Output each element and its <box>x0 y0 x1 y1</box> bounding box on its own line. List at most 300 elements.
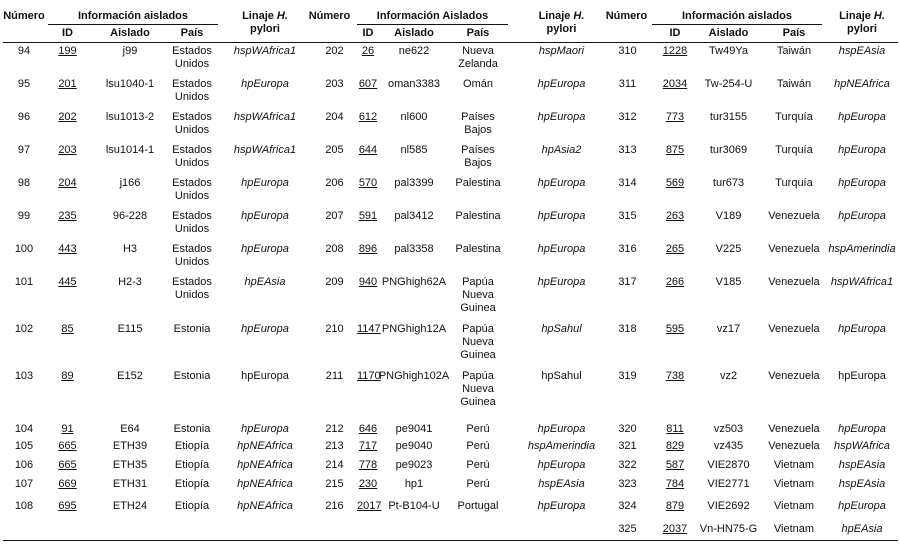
lineage: hspAmerindia <box>828 243 896 255</box>
isolate-name: 96-228 <box>112 210 148 222</box>
row-number: 106 <box>14 459 34 471</box>
isolate-name: ETH35 <box>112 459 148 471</box>
isolate-name: j166 <box>119 177 141 189</box>
isolate-id-link[interactable]: 85 <box>61 323 74 335</box>
isolate-name: Tw49Ya <box>709 45 748 57</box>
country <box>166 276 218 302</box>
country <box>166 111 218 137</box>
lineage: hpEuropa <box>241 423 289 435</box>
country <box>756 111 832 124</box>
isolate-id-link[interactable]: 263 <box>665 210 685 222</box>
isolate-name: VIE2870 <box>707 459 750 471</box>
country <box>166 45 218 71</box>
country-line: Papúa <box>462 370 494 382</box>
isolate-name: VIE2692 <box>707 500 750 512</box>
row-number: 97 <box>17 144 31 156</box>
lineage: hpSahul <box>541 323 582 335</box>
country <box>166 323 218 336</box>
isolate-name: Pt-B104-U <box>388 500 440 512</box>
isolate-id-link[interactable]: 644 <box>358 144 378 156</box>
row-number: 213 <box>325 440 344 452</box>
isolate-id-link[interactable]: 717 <box>358 440 378 452</box>
subheader-pais: País <box>466 27 490 39</box>
row-number: 211 <box>325 370 344 382</box>
country-line: Palestina <box>455 177 501 189</box>
country <box>448 243 508 256</box>
isolate-id-link[interactable]: 778 <box>358 459 378 471</box>
isolate-name: V225 <box>715 243 742 255</box>
country <box>756 523 832 536</box>
linaje-header <box>510 10 613 36</box>
row-number: 215 <box>325 478 344 490</box>
country <box>166 370 218 383</box>
country-line: Vietnam <box>773 459 815 471</box>
lineage: hpEuropa <box>537 276 586 288</box>
country <box>448 440 508 453</box>
isolate-id-link[interactable]: 201 <box>58 78 77 90</box>
country <box>448 210 508 223</box>
isolate-name: pe9040 <box>395 440 433 452</box>
lineage: hspEAsia <box>838 478 886 490</box>
header-bottom-rule <box>3 42 898 43</box>
country <box>166 78 218 104</box>
lineage: hspEAsia <box>538 478 585 490</box>
isolate-name: ne622 <box>398 45 430 57</box>
isolate-id-link[interactable]: 595 <box>665 323 685 335</box>
lineage: hpEuropa <box>537 177 586 189</box>
country-line: Taiwán <box>776 78 812 90</box>
country-line: Etiopía <box>174 440 210 452</box>
lineage: hpNEAfrica <box>237 440 293 452</box>
lineage: hspAmerindia <box>527 440 596 452</box>
table-bottom-rule <box>3 540 898 541</box>
country-line: Estados <box>172 276 212 288</box>
row-number: 320 <box>618 423 637 435</box>
country <box>448 478 508 491</box>
isolate-name: ETH31 <box>112 478 148 490</box>
country <box>448 111 508 137</box>
country-line: Venezuela <box>768 370 820 382</box>
country-line: Palestina <box>455 243 501 255</box>
numero-header: Número <box>3 10 45 22</box>
country-line: Turquía <box>775 111 813 123</box>
isolate-name: pe9023 <box>395 459 433 471</box>
country-line: Venezuela <box>768 276 820 288</box>
country-line: Estonia <box>173 370 211 382</box>
lineage: hpNEAfrica <box>237 500 293 512</box>
isolate-id-link[interactable]: 265 <box>665 243 685 255</box>
lineage: hpEuropa <box>537 111 586 123</box>
isolate-name: tur673 <box>712 177 745 189</box>
row-number: 207 <box>325 210 344 222</box>
isolate-name: j99 <box>122 45 138 57</box>
isolate-id-link[interactable]: 91 <box>61 423 74 435</box>
linaje-header <box>826 10 898 36</box>
row-number: 104 <box>14 423 34 435</box>
country-line: Nueva <box>462 336 494 348</box>
row-number: 204 <box>325 111 344 123</box>
isolate-name: tur3155 <box>709 111 748 123</box>
country-line: Perú <box>466 459 490 471</box>
isolate-id-link[interactable]: 669 <box>58 478 77 490</box>
row-number: 103 <box>14 370 34 382</box>
row-number: 216 <box>325 500 344 512</box>
isolate-id-link[interactable]: 940 <box>358 276 378 288</box>
isolate-id-link[interactable]: 875 <box>665 144 685 156</box>
isolate-id-link[interactable]: 2017 <box>357 500 382 512</box>
country-line: Perú <box>466 423 490 435</box>
row-number: 209 <box>325 276 344 288</box>
subheader-id: ID <box>669 27 681 39</box>
isolate-id-link[interactable]: 811 <box>666 423 684 435</box>
lineage: hpEuropa <box>838 144 886 156</box>
country <box>166 440 218 453</box>
country-line: Venezuela <box>768 423 820 435</box>
isolate-id-link[interactable]: 1228 <box>662 45 688 57</box>
isolate-name: ETH39 <box>112 440 148 452</box>
isolate-id-link[interactable]: 26 <box>361 45 375 57</box>
lineage: hpEuropa <box>838 177 886 189</box>
isolate-id-link[interactable]: 1170 <box>357 370 381 382</box>
subheader-ais: Aislado <box>708 27 749 39</box>
lineage: hspWAfrica1 <box>233 144 297 156</box>
country <box>166 459 218 472</box>
isolate-id-link[interactable]: 612 <box>358 111 378 123</box>
country <box>756 423 832 436</box>
country-line: Perú <box>466 478 490 490</box>
lineage: hpEuropa <box>838 323 886 335</box>
isolate-id-link[interactable]: 695 <box>58 500 77 512</box>
country-line: Turquía <box>775 144 813 156</box>
country <box>756 370 832 383</box>
isolate-id-link[interactable]: 1147 <box>357 323 381 335</box>
row-number: 324 <box>618 500 637 512</box>
isolate-name: hp1 <box>404 478 424 490</box>
isolate-id-link[interactable]: 570 <box>358 177 378 189</box>
isolate-name: pal3412 <box>394 210 434 222</box>
isolate-id-link[interactable]: 266 <box>665 276 685 288</box>
country <box>166 500 218 513</box>
lineage: hspEAsia <box>838 459 886 471</box>
country <box>448 423 508 436</box>
group-underline <box>357 24 508 25</box>
lineage: hpEuropa <box>838 423 886 435</box>
row-number: 315 <box>618 210 637 222</box>
isolate-name: H2-3 <box>118 276 142 288</box>
row-number: 99 <box>17 210 31 222</box>
lineage: hpNEAfrica <box>237 478 293 490</box>
numero-header: Número <box>605 10 648 22</box>
lineage: hpNEAfrica <box>834 78 890 90</box>
isolate-name: vz2 <box>719 370 738 382</box>
row-number: 325 <box>618 523 637 535</box>
country <box>166 243 218 269</box>
isolate-id-link[interactable]: 199 <box>58 45 77 57</box>
row-number: 100 <box>14 243 34 255</box>
isolate-name: vz17 <box>716 323 741 335</box>
country-line: Palestina <box>455 210 501 222</box>
info-group-header: Información Aislados <box>376 10 489 22</box>
isolate-name: E64 <box>120 423 140 435</box>
linaje-genus: H. <box>276 10 288 22</box>
lineage: hpEuropa <box>241 370 289 382</box>
isolate-name: vz435 <box>713 440 744 452</box>
isolate-name: H3 <box>122 243 138 255</box>
country-line: Estados <box>172 144 212 156</box>
isolate-name: Tw-254-U <box>704 78 753 90</box>
subheader-id: ID <box>62 27 73 39</box>
lineage: hspWAfrica <box>833 440 891 452</box>
country-line: Unidos <box>174 256 210 268</box>
country-line: Unidos <box>174 124 210 136</box>
row-number: 205 <box>325 144 344 156</box>
isolate-name: nl600 <box>400 111 428 123</box>
isolate-id-link[interactable]: 665 <box>58 440 77 452</box>
isolate-name: oman3383 <box>388 78 440 90</box>
lineage: hpEuropa <box>537 500 586 512</box>
row-number: 95 <box>17 78 31 90</box>
lineage: hpEuropa <box>241 78 289 90</box>
country-line: Unidos <box>174 157 210 169</box>
lineage: hspWAfrica1 <box>830 276 894 288</box>
lineage: hpSahul <box>541 370 582 382</box>
isolate-name: tur3069 <box>709 144 748 156</box>
isolate-id-link[interactable]: 445 <box>58 276 77 288</box>
country-line: Papúa <box>462 323 494 335</box>
row-number: 202 <box>325 45 344 57</box>
country <box>448 276 508 315</box>
country-line: Estados <box>172 45 212 57</box>
country-line: Portugal <box>457 500 499 512</box>
subheader-id: ID <box>362 27 374 39</box>
country <box>448 500 508 513</box>
country <box>448 459 508 472</box>
isolate-id-link[interactable]: 230 <box>358 478 378 490</box>
country <box>756 177 832 190</box>
country-line: Vietnam <box>773 478 815 490</box>
isolate-name: PNGhigh12A <box>381 323 447 335</box>
linaje-genus: H. <box>873 10 885 22</box>
country-line: Zelanda <box>458 58 498 70</box>
lineage: hpEuropa <box>838 111 886 123</box>
lineage: hpEuropa <box>838 210 886 222</box>
row-number: 212 <box>325 423 344 435</box>
country-line: Estonia <box>173 423 211 435</box>
country-line: Perú <box>466 440 490 452</box>
country-line: Guinea <box>460 302 496 314</box>
linaje-label: Linaje <box>839 10 874 22</box>
isolate-id-link[interactable]: 569 <box>665 177 685 189</box>
isolate-id-link[interactable]: 2037 <box>662 523 688 535</box>
row-number: 96 <box>17 111 31 123</box>
row-number: 318 <box>618 323 637 335</box>
country-line: Venezuela <box>768 243 820 255</box>
country-line: Países <box>461 111 495 123</box>
row-number: 108 <box>14 500 34 512</box>
isolate-name: V185 <box>715 276 742 288</box>
isolate-id-link[interactable]: 89 <box>61 370 74 382</box>
isolate-id-link[interactable]: 665 <box>58 459 77 471</box>
info-group-header: Información aislados <box>77 10 189 22</box>
isolate-id-link[interactable]: 235 <box>58 210 77 222</box>
isolate-name: pal3399 <box>394 177 434 189</box>
lineage: hspEAsia <box>838 45 886 57</box>
row-number: 316 <box>618 243 637 255</box>
row-number: 203 <box>325 78 344 90</box>
isolate-id-link[interactable]: 646 <box>358 423 378 435</box>
row-number: 313 <box>618 144 637 156</box>
linaje-species: pylori <box>546 23 577 35</box>
isolate-name: lsu1013-2 <box>105 111 155 123</box>
lineage: hpEuropa <box>537 459 586 471</box>
lineage: hspMaori <box>538 45 585 57</box>
row-number: 101 <box>14 276 34 288</box>
isolate-name: lsu1014-1 <box>105 144 155 156</box>
country <box>166 210 218 236</box>
lineage: hpEAsia <box>244 276 286 288</box>
isolate-id-link[interactable]: 879 <box>665 500 685 512</box>
country <box>448 144 508 170</box>
country <box>448 370 508 409</box>
group-underline <box>652 24 822 25</box>
isolate-id-link[interactable]: 829 <box>665 440 685 452</box>
country <box>166 478 218 491</box>
country-line: Etiopía <box>174 478 210 490</box>
row-number: 105 <box>14 440 34 452</box>
country <box>756 144 832 157</box>
country <box>448 177 508 190</box>
country <box>756 440 832 453</box>
country-line: Omán <box>463 78 493 90</box>
isolate-id-link[interactable]: 202 <box>58 111 77 123</box>
row-number: 94 <box>17 45 31 57</box>
country-line: Turquía <box>775 177 813 189</box>
country-line: Estados <box>172 177 212 189</box>
linaje-species: pylori <box>250 23 280 35</box>
linaje-label: Linaje <box>538 10 574 22</box>
row-number: 210 <box>325 323 344 335</box>
row-number: 208 <box>325 243 344 255</box>
isolate-id-link[interactable]: 738 <box>665 370 685 382</box>
lineage: hpEuropa <box>241 210 289 222</box>
lineage: hpEuropa <box>838 500 886 512</box>
isolate-id-link[interactable]: 2034 <box>662 78 688 90</box>
isolate-id-link[interactable]: 203 <box>58 144 77 156</box>
row-number: 323 <box>618 478 637 490</box>
isolate-id-link[interactable]: 204 <box>58 177 77 189</box>
country <box>756 500 832 513</box>
isolate-name: pe9041 <box>395 423 433 435</box>
country-line: Unidos <box>174 223 210 235</box>
isolate-id-link[interactable]: 591 <box>358 210 378 222</box>
country-line: Vietnam <box>773 523 815 535</box>
lineage: hpAsia2 <box>541 144 582 156</box>
lineage: hpNEAfrica <box>237 459 293 471</box>
isolate-name: VIE2771 <box>707 478 750 490</box>
country <box>756 478 832 491</box>
country-line: Bajos <box>464 124 492 136</box>
lineage: hpEuropa <box>537 210 586 222</box>
isolate-id-link[interactable]: 784 <box>665 478 685 490</box>
row-number: 102 <box>14 323 34 335</box>
country <box>756 210 832 223</box>
country <box>448 78 508 91</box>
country-line: Estados <box>172 111 212 123</box>
row-number: 206 <box>325 177 344 189</box>
lineage: hspWAfrica1 <box>233 45 297 57</box>
country-line: Estonia <box>173 323 211 335</box>
country-line: Venezuela <box>768 440 820 452</box>
isolate-id-link[interactable]: 443 <box>58 243 77 255</box>
isolate-id-link[interactable]: 896 <box>358 243 378 255</box>
subheader-ais: Aislado <box>394 27 434 39</box>
isolate-name: Vn-HN75-G <box>699 523 758 535</box>
country <box>756 276 832 289</box>
lineage: hspWAfrica1 <box>233 111 297 123</box>
isolate-id-link[interactable]: 773 <box>665 111 685 123</box>
country-line: Bajos <box>464 157 492 169</box>
lineage: hpEuropa <box>537 423 586 435</box>
country-line: Guinea <box>460 349 496 361</box>
country <box>166 177 218 203</box>
isolate-name: vz503 <box>713 423 744 435</box>
lineage: hpEuropa <box>537 78 586 90</box>
isolate-id-link[interactable]: 607 <box>358 78 378 90</box>
country-line: Países <box>461 144 495 156</box>
row-number: 321 <box>618 440 637 452</box>
country <box>756 323 832 336</box>
row-number: 311 <box>618 78 637 90</box>
isolate-name: PNGhigh62A <box>381 276 447 288</box>
country-line: Unidos <box>174 91 210 103</box>
lineage: hpEuropa <box>537 243 586 255</box>
isolate-id-link[interactable]: 587 <box>665 459 685 471</box>
info-group-header: Información aislados <box>681 10 793 22</box>
country <box>448 45 508 71</box>
country <box>756 45 832 58</box>
country <box>448 323 508 362</box>
isolate-name: ETH24 <box>112 500 148 512</box>
isolate-name: V189 <box>715 210 742 222</box>
country <box>166 423 218 436</box>
row-number: 317 <box>618 276 637 288</box>
row-number: 319 <box>618 370 637 382</box>
country-line: Etiopía <box>174 459 210 471</box>
country-line: Estados <box>172 210 212 222</box>
country-line: Nueva <box>462 289 494 301</box>
country-line: Taiwán <box>776 45 812 57</box>
isolate-name: E152 <box>117 370 143 382</box>
linaje-genus: H. <box>573 10 585 22</box>
country-line: Estados <box>172 243 212 255</box>
country <box>756 243 832 256</box>
isolate-name: lsu1040-1 <box>105 78 155 90</box>
isolate-name: nl585 <box>400 144 428 156</box>
country-line: Guinea <box>460 396 496 408</box>
country-line: Nueva <box>462 383 494 395</box>
lineage: hpEuropa <box>241 177 289 189</box>
isolate-name: PNGhigh102A <box>378 370 450 382</box>
isolate-name: E115 <box>117 323 143 335</box>
subheader-pais: País <box>180 27 204 39</box>
subheader-pais: País <box>782 27 806 39</box>
country-line: Venezuela <box>768 323 820 335</box>
lineage: hpEuropa <box>241 323 289 335</box>
linaje-label: Linaje <box>242 10 277 22</box>
country-line: Papúa <box>462 276 494 288</box>
row-number: 314 <box>618 177 637 189</box>
lineage: hpEuropa <box>241 243 289 255</box>
